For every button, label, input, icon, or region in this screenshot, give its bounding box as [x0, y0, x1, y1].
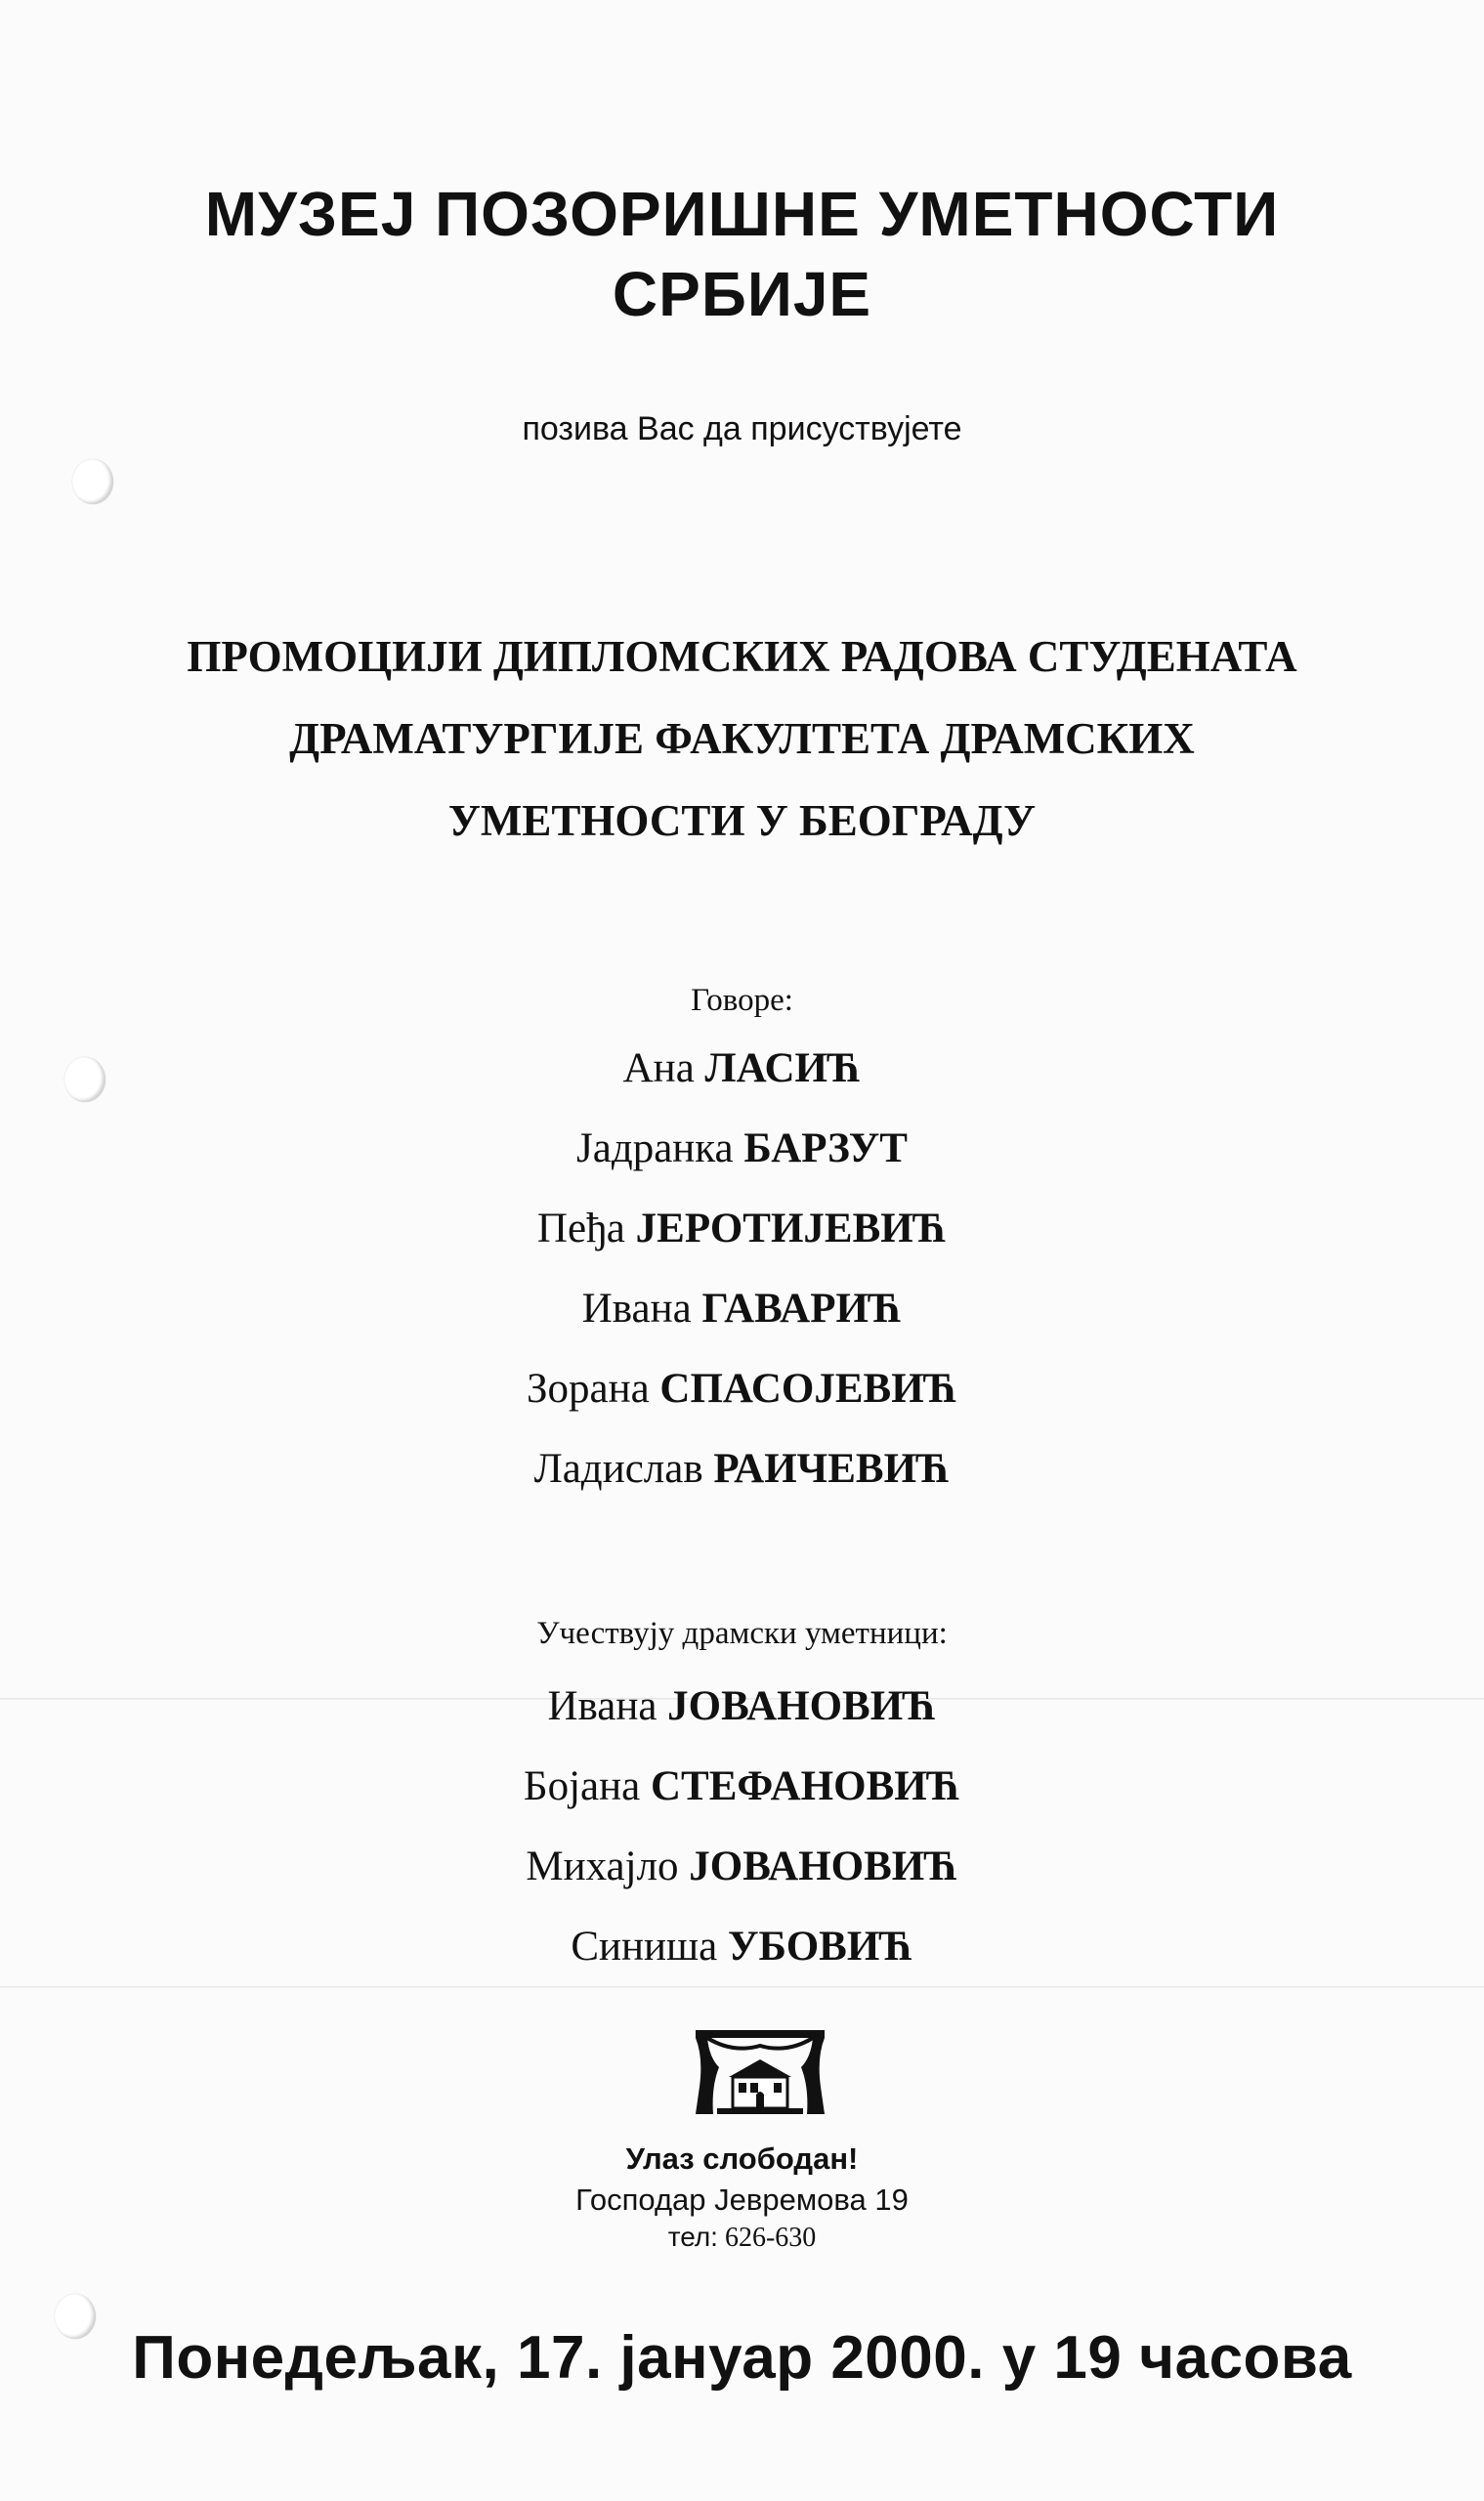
performer-item: [0, 1907, 1484, 1987]
speaker-last-name: БАРЗУТ: [743, 1125, 908, 1171]
museum-name-line2: СРБИЈЕ: [612, 259, 872, 329]
speaker-item: [0, 1269, 1484, 1349]
performer-item: [0, 1667, 1484, 1747]
performer-last-name: УБОВИЋ: [728, 1924, 913, 1970]
event-title-line1: ПРОМОЦИЈИ ДИПЛОМСКИХ РАДОВА СТУДЕНАТА: [187, 632, 1297, 681]
event-date: Понедељак, 17. јануар 2000. у 19 часова: [132, 2324, 1352, 2392]
speaker-last-name: ГАВАРИЋ: [701, 1286, 903, 1332]
speaker-first-name: Зорана: [526, 1366, 650, 1412]
speaker-first-name: Пеђа: [536, 1206, 625, 1251]
performers-list: [0, 1667, 1484, 1987]
performer-item: [0, 1747, 1484, 1827]
speaker-item: [0, 1349, 1484, 1429]
speaker-item: [0, 1189, 1484, 1269]
performer-last-name: ЈОВАНОВИЋ: [667, 1683, 937, 1729]
phone-label: тел:: [667, 2222, 718, 2252]
speaker-first-name: Ладислав: [533, 1446, 703, 1492]
event-title: [0, 615, 1484, 862]
speaker-last-name: РАИЧЕВИЋ: [713, 1446, 951, 1492]
phone-number: 626-630: [724, 2223, 817, 2253]
speaker-last-name: СПАСОЈЕВИЋ: [659, 1366, 958, 1412]
punch-hole: [72, 459, 113, 504]
speaker-item: [0, 1029, 1484, 1109]
performer-first-name: Михајло: [526, 1844, 679, 1889]
event-title-line3: УМЕТНОСТИ У БЕОГРАДУ: [447, 796, 1037, 845]
speaker-first-name: Ивана: [581, 1286, 692, 1332]
invitation-text: позива Вас да присуствујете: [522, 410, 962, 447]
speaker-item: [0, 1109, 1484, 1189]
event-title-line2: ДРАМАТУРГИЈЕ ФАКУЛТЕТА ДРАМСКИХ: [289, 714, 1195, 763]
phone-line: [0, 2222, 1484, 2254]
performer-first-name: Бојана: [523, 1763, 641, 1809]
performers-label: Учествују драмски уметници:: [536, 1616, 948, 1651]
speakers-label: Говоре:: [691, 983, 793, 1018]
speaker-item: [0, 1429, 1484, 1509]
museum-name: [0, 174, 1484, 334]
performer-item: [0, 1827, 1484, 1907]
performer-last-name: СТЕФАНОВИЋ: [650, 1763, 961, 1809]
address-text: Господар Јевремова 19: [575, 2183, 909, 2217]
museum-name-line1: МУЗЕЈ ПОЗОРИШНЕ УМЕТНОСТИ: [204, 179, 1280, 249]
speaker-last-name: ЛАСИЋ: [704, 1045, 862, 1091]
speaker-first-name: Јадранка: [576, 1125, 734, 1171]
theatre-building-logo-icon: [694, 2028, 827, 2118]
performer-first-name: Синиша: [571, 1924, 718, 1970]
speaker-first-name: Ана: [622, 1045, 695, 1091]
speakers-list: [0, 1029, 1484, 1509]
performer-first-name: Ивана: [547, 1683, 657, 1729]
performer-last-name: ЈОВАНОВИЋ: [689, 1844, 958, 1889]
speaker-last-name: ЈЕРОТИЈЕВИЋ: [635, 1206, 948, 1251]
free-entry-text: Улаз слободан!: [625, 2141, 859, 2176]
